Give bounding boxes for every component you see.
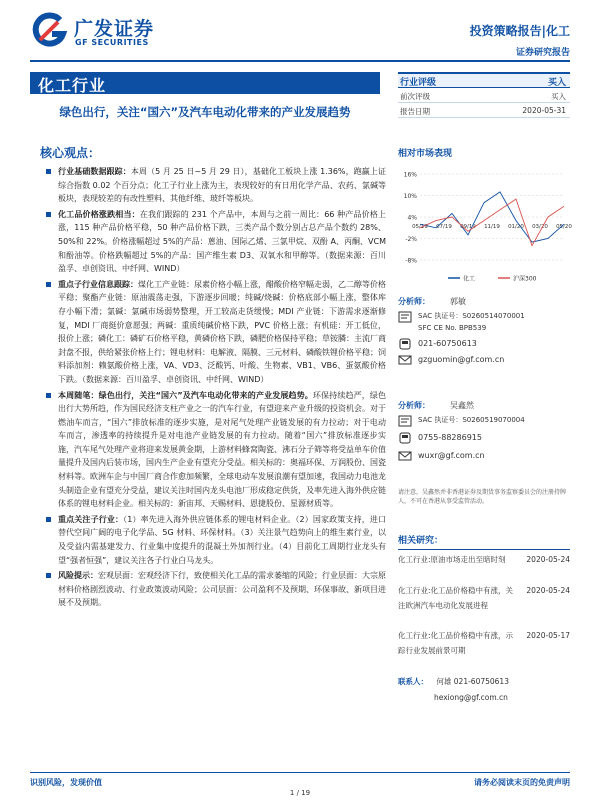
header-right: [470, 22, 570, 58]
list-item: [44, 165, 386, 206]
certificate-icon: [398, 415, 412, 427]
industry-title: 化工行业: [38, 76, 107, 95]
bullet-text: （1）率先进入海外供应链体系的锂电材料企业。（2）国家政策支持，进口替代空间广阔的电子化学品、5G 材料、环保材料。（3）关注景气趋势向上的维生素行业，以及受益内需基建发力、行业集中度提升的混凝土外加剂行业。（4）目前化工周期行业龙头有望“强者恒强”，建议关注各子行业白马龙头。: [58, 514, 386, 565]
x-tick-label: 05/20: [556, 224, 572, 230]
related-report[interactable]: [398, 628, 570, 658]
bullet-lead: 风险提示：: [58, 571, 98, 581]
prev-rating-value: 买入: [551, 92, 566, 101]
y-tick-label: 4%: [407, 214, 417, 222]
analyst-label: 分析师：: [398, 401, 430, 410]
contact-block: [398, 676, 570, 702]
header-divider: [30, 60, 570, 62]
bullet-text: 煤化工产业链：尿素价格小幅上涨，醋酸价格窄幅走弱，乙二醇等价格平稳；聚酯产业链：原油震荡走强，下游逐步回暖；纯碱/烧碱：价格底部小幅上涨，整体库存小幅下滑；氯碱：氯碱市场弱势整理，开工较高走货缓慢；MDI 产业链：下游需求逐渐修复，MDI 厂商挺价意愿强；两碱：重质纯碱价格下跌，PVC 价格上涨；有机硅：开工低位，报价上涨；磷化工：磷矿石价格平稳，黄磷价格下跌，磷肥价格保持平稳；草铵膦：主流厂商封盘不报，供给紧张价格上行；锂电材料：电解液、隔膜、三元材料、磷酸铁锂价格平稳；饲料添加剂：赖氨酸价格上涨，VA、VD3、泛酸钙、叶酸、生物素、VB1、VB6、蛋氨酸价格下跌。（数据来源：百川盈孚、卓创资讯、中纤网、WIND）: [58, 279, 386, 384]
rating-value: 买入: [547, 78, 566, 88]
footer-divider: [30, 772, 570, 773]
report-date-label: 报告日期: [400, 107, 430, 116]
y-tick-label: 10%: [403, 193, 417, 200]
footer-disclaimer-note: 请务必阅读末页的免责声明: [474, 778, 570, 787]
related-report-date: 2020-05-17: [526, 631, 570, 640]
contact-email[interactable]: hexiong@gf.com.cn: [434, 693, 508, 702]
analyst-sac: SAC 执证号：S0260519070004: [418, 416, 525, 424]
related-report-date: 2020-05-24: [526, 586, 570, 595]
phone-icon: [398, 432, 412, 444]
phone-icon: [398, 338, 412, 350]
bullet-lead: 重点子行业信息跟踪：: [58, 279, 138, 289]
analyst-name: 吴鑫然: [450, 401, 474, 410]
x-tick-label: 11/19: [484, 224, 500, 230]
bullet-text: 在我们跟踪的 231 个产品中，本周与之前一周比：66 种产品价格上涨，115 种产品价格平稳，50 种产品价格下跌，三类产品个数分别占总产品个数约 28%、50%和 22%。价格涨幅超过 5%的产品：蒽油、国际乙烯、三氯甲烷、双酚 A、丙酮、VCM 和酚油等。价格跌幅超过 5%的产品：国产维生素 D3、双氧水和甲醇等。（数据来源：百川盈孚、卓创资讯、中纤网、WIND）: [58, 209, 387, 274]
x-tick-label: 01/20: [508, 224, 524, 230]
y-tick-label: -2%: [405, 236, 417, 243]
analyst-sac: SAC 执证号：S0260514070001: [418, 312, 525, 320]
report-headline: 绿色出行，关注“国六”及汽车电动化带来的产业发展趋势: [59, 105, 351, 119]
chart-title: 相对市场表现: [398, 149, 453, 159]
logo-chinese-name: 广发证券: [74, 18, 155, 40]
rating-table: [398, 72, 570, 118]
related-report-title[interactable]: 化工行业:化工品价格稳中有涨，关注欧洲汽车电动化发展进程: [398, 586, 514, 610]
core-views-list: [44, 165, 386, 612]
bullet-text: 宏观层面：宏观经济下行，致使相关化工品的需求萎缩的风险；行业层面：大宗原材料价格剧烈波动、行业政策波动风险；公司层面：公司盈利不及预期、环保事故、新项目进展不及预期。: [58, 571, 386, 608]
analyst-label: 分析师：: [398, 297, 430, 306]
x-tick-label: 05/19: [412, 224, 428, 230]
list-item: [44, 569, 386, 610]
related-report[interactable]: [398, 552, 570, 567]
core-views-title: 核心观点：: [40, 146, 101, 160]
related-research-title: 相关研究：: [398, 533, 570, 550]
contact-label: 联系人：: [398, 677, 428, 686]
gf-logo-icon: [30, 12, 68, 50]
analyst-disclaimer: 请注意，吴鑫然并非香港证券及期货事务监察委员会的注册持牌人，不可在香港从事受监管活动。: [398, 489, 567, 505]
related-report-title[interactable]: 化工行业:化工品价格稳中有涨，示踪行业发展前景可期: [398, 631, 514, 655]
company-logo: [30, 12, 170, 52]
relative-performance-chart: [398, 160, 570, 292]
rating-header: [398, 72, 570, 88]
y-tick-label: 16%: [403, 171, 417, 179]
report-date-value: 2020-05-31: [522, 106, 566, 115]
bullet-lead: 重点关注子行业：: [58, 514, 124, 524]
related-report[interactable]: [398, 583, 570, 613]
x-tick-label: 03/20: [532, 224, 548, 230]
email-icon: [398, 450, 412, 462]
legend-label: 化工: [463, 275, 476, 283]
email-icon: [398, 354, 412, 366]
contact-name-phone: 何雄 021-60750613: [436, 677, 509, 686]
certificate-icon: [398, 311, 412, 323]
bullet-text: 本周（5 月 25 日~5 月 29 日），基础化工板块上涨 1.36%，跑赢上证综合指数 0.02 个百分点；化工子行业上涨为主，表现较好的有日用化学产品、农药、氯碱等板块，表现较差的有改性塑料、其他纤维、玻纤等板块。: [58, 167, 386, 204]
related-report-title[interactable]: 化工行业:原油市场走出至暗时刻: [398, 555, 506, 564]
analyst-phone: 021-60750613: [418, 339, 477, 348]
page-header: [0, 0, 600, 62]
report-type: 投资策略报告|化工: [469, 24, 570, 38]
list-item: [44, 513, 386, 567]
prev-rating-row: [398, 88, 570, 103]
analyst-name: 郭敏: [450, 297, 466, 306]
analyst-card: [398, 296, 570, 378]
analyst-email[interactable]: wuxr@gf.com.cn: [418, 451, 485, 460]
related-report-date: 2020-05-24: [526, 555, 570, 564]
analyst-email[interactable]: gzguomin@gf.com.cn: [418, 355, 505, 364]
legend-label: 沪深300: [513, 275, 537, 283]
rating-label: 行业评级: [400, 78, 437, 88]
x-tick-label: 09/19: [460, 224, 476, 230]
page-number: 1 / 19: [289, 789, 311, 797]
bullet-lead: 化工品价格涨跌相当：: [58, 209, 140, 219]
industry-banner: [30, 72, 380, 94]
bullet-text: 环保持续趋严，绿色出行大势所趋，作为国民经济支柱产业之一的汽车行业，有望迎来产业升级的投资机会。对于燃油车而言，“国六”排放标准的逐步实施，是对尾气处理产业链发展的有力拉动；对于电动车而言，渗透率的持续提升是对电池产业链发展的有力拉动。随着“国六”排放标准逐步实施，汽车尾气处理产业将迎来发展黄金期，上游材料蜂窝陶瓷、沸石分子筛等将受益单车价值量提升及国内后装市场，国内生产企业有望充分受益。相关标的：奥福环保、万润股份、国瓷材料等。欧洲车企与中国厂商合作愈加频繁，全球电动车发展浪潮有望加速，我国动力电池龙头制造企业有望充分受益，建议关注时国内龙头电池厂形成稳定供货，及率先进入海外供应链体系的锂电材料企业。相关标的：新宙邦、天赐材料、恩捷股份、星源材质等。: [58, 390, 387, 509]
report-date-row: [398, 103, 570, 118]
logo-english-name: GF SECURITIES: [75, 38, 149, 47]
footer-slogan: 识别风险，发现价值: [30, 778, 102, 787]
y-tick-label: -8%: [405, 257, 417, 265]
bullet-lead: 本周随笔：绿色出行，关注“国六”及汽车电动化带来的产业发展趋势。: [58, 390, 313, 400]
list-item: [44, 278, 386, 387]
list-item: [44, 208, 386, 276]
x-tick-label: 07/19: [436, 224, 452, 230]
list-item: [44, 389, 386, 511]
analyst-sfc: SFC CE No. BPB539: [418, 324, 487, 332]
prev-rating-label: 前次评级: [400, 92, 430, 101]
analyst-card: [398, 400, 570, 482]
analyst-phone: 0755-88286915: [418, 433, 482, 442]
bullet-lead: 行业基础数据跟踪：: [58, 167, 131, 176]
report-category: 证券研究报告: [515, 48, 570, 58]
